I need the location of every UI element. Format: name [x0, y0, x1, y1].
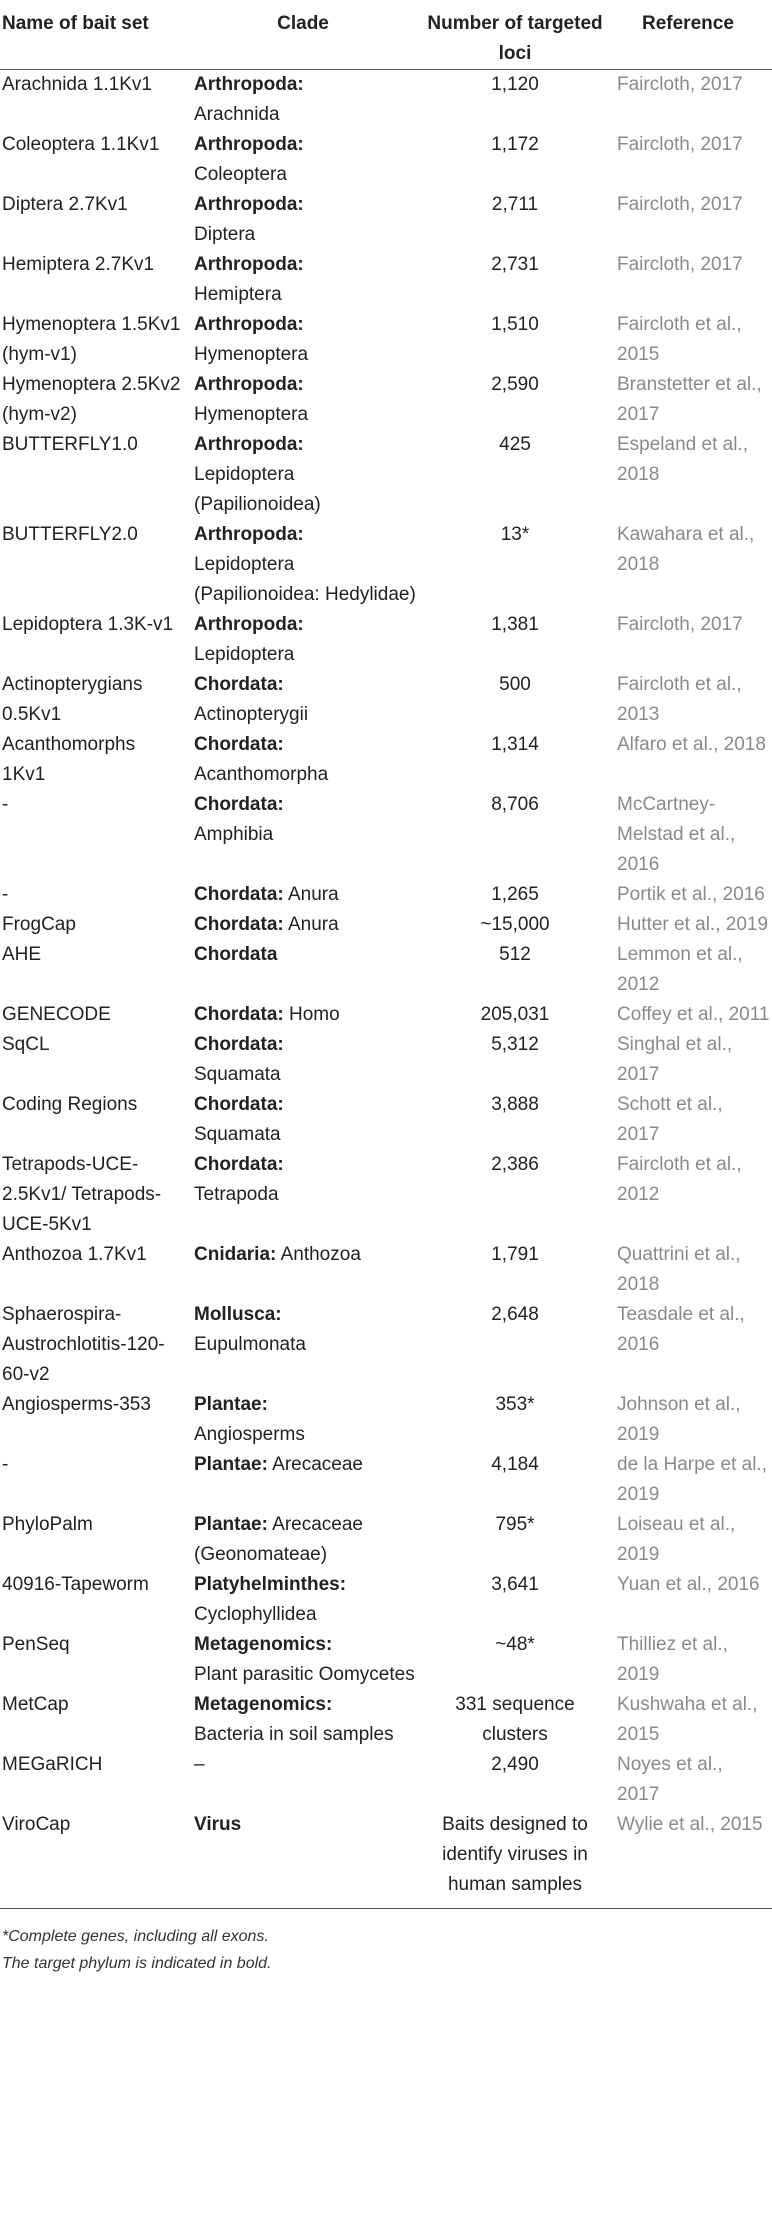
table-row [0, 1750, 772, 1810]
clade-phylum: Virus [194, 1814, 242, 1835]
clade-taxon: Bacteria in soil samples [194, 1724, 394, 1745]
targeted-loci-count: 331 sequence clusters [455, 1694, 575, 1745]
table-row [0, 790, 772, 880]
targeted-loci-count: 1,265 [491, 884, 539, 905]
bait-set-name: ViroCap [2, 1814, 71, 1835]
header-number-of-targeted-loci: Number of targeted loci [420, 0, 610, 70]
clade-phylum: Plantae: [194, 1394, 268, 1415]
targeted-loci-count: 1,791 [491, 1244, 539, 1265]
table-row [0, 730, 772, 790]
reference-citation: Faircloth, 2017 [617, 74, 743, 95]
reference-citation: Wylie et al., 2015 [617, 1814, 763, 1835]
clade-phylum: Cnidaria: [194, 1244, 277, 1265]
header-name-of-bait-set: Name of bait set [0, 0, 186, 70]
clade-taxon: Tetrapoda [194, 1184, 279, 1205]
clade-cell [186, 430, 420, 520]
table-row [0, 880, 772, 910]
clade-cell [186, 1690, 420, 1750]
reference-citation: Faircloth, 2017 [617, 614, 743, 635]
bait-set-name: - [2, 794, 9, 815]
clade-cell [186, 1000, 420, 1030]
reference-citation: Teasdale et al., 2016 [617, 1304, 745, 1355]
clade-taxon: Lepidoptera (Papilionoidea) [194, 464, 321, 515]
targeted-loci-count: 8,706 [491, 794, 539, 815]
table-row [0, 370, 772, 430]
clade-phylum: Chordata: [194, 1034, 284, 1055]
reference-citation: Johnson et al., 2019 [617, 1394, 741, 1445]
table-row [0, 520, 772, 610]
clade-cell [186, 610, 420, 670]
bait-set-name: MetCap [2, 1694, 69, 1715]
clade-phylum: Chordata: [194, 914, 284, 935]
bait-set-name: AHE [2, 944, 42, 965]
reference-citation: Alfaro et al., 2018 [617, 734, 766, 755]
targeted-loci-count: 1,172 [491, 134, 539, 155]
bait-set-name: Lepidoptera 1.3K-v1 [2, 614, 174, 635]
clade-phylum: Metagenomics: [194, 1694, 333, 1715]
reference-citation: Singhal et al., 2017 [617, 1034, 733, 1085]
clade-cell [186, 910, 420, 940]
clade-taxon: Hymenoptera [194, 344, 309, 365]
clade-cell [186, 1300, 420, 1390]
targeted-loci-count: 425 [499, 434, 531, 455]
reference-citation: Faircloth et al., 2012 [617, 1154, 742, 1205]
reference-citation: Faircloth, 2017 [617, 194, 743, 215]
targeted-loci-count: 1,510 [491, 314, 539, 335]
clade-taxon: Hemiptera [194, 284, 282, 305]
header-reference: Reference [610, 0, 772, 70]
targeted-loci-count: 13* [500, 524, 530, 545]
clade-taxon: Eupulmonata [194, 1334, 306, 1355]
bait-set-name: - [2, 1454, 9, 1475]
targeted-loci-count: 1,120 [491, 74, 539, 95]
bait-set-name: Angiosperms-353 [2, 1394, 151, 1415]
clade-phylum: Arthropoda: [194, 134, 304, 155]
clade-cell [186, 1390, 420, 1450]
clade-phylum: Arthropoda: [194, 434, 304, 455]
bait-set-name: PhyloPalm [2, 1514, 93, 1535]
table-row [0, 1300, 772, 1390]
clade-phylum: Arthropoda: [194, 614, 304, 635]
table-row [0, 430, 772, 520]
clade-taxon: Homo [289, 1004, 340, 1025]
bait-set-name: SqCL [2, 1034, 50, 1055]
clade-phylum: Arthropoda: [194, 254, 304, 275]
table-row [0, 1000, 772, 1030]
targeted-loci-count: 1,314 [491, 734, 539, 755]
clade-cell [186, 1510, 420, 1570]
targeted-loci-count: 3,641 [491, 1574, 539, 1595]
reference-citation: de la Harpe et al., 2019 [617, 1454, 767, 1505]
reference-citation: Quattrini et al., 2018 [617, 1244, 741, 1295]
clade-phylum: – [194, 1754, 205, 1775]
bait-set-name: MEGaRICH [2, 1754, 103, 1775]
bait-set-name: FrogCap [2, 914, 76, 935]
clade-cell [186, 730, 420, 790]
reference-citation: Yuan et al., 2016 [617, 1574, 760, 1595]
bait-set-name: BUTTERFLY1.0 [2, 434, 138, 455]
clade-taxon: Actinopterygii [194, 704, 309, 725]
table-body [0, 70, 772, 1909]
table-row [0, 1030, 772, 1090]
reference-citation: Faircloth et al., 2015 [617, 314, 742, 365]
clade-taxon: Angiosperms [194, 1424, 305, 1445]
targeted-loci-count: 512 [499, 944, 531, 965]
targeted-loci-count: 2,731 [491, 254, 539, 275]
table-row [0, 1390, 772, 1450]
clade-cell [186, 190, 420, 250]
bait-set-name: Diptera 2.7Kv1 [2, 194, 128, 215]
clade-taxon: Hymenoptera [194, 404, 309, 425]
reference-citation: McCartney-Melstad et al., 2016 [617, 794, 736, 875]
clade-taxon: Arecaceae (Geonomateae) [194, 1514, 363, 1565]
bait-set-name: Arachnida 1.1Kv1 [2, 74, 152, 95]
table-row [0, 190, 772, 250]
reference-citation: Faircloth, 2017 [617, 254, 743, 275]
clade-phylum: Chordata: [194, 734, 284, 755]
clade-cell [186, 1810, 420, 1908]
bait-set-name: Acanthomorphs 1Kv1 [2, 734, 136, 785]
targeted-loci-count: 1,381 [491, 614, 539, 635]
targeted-loci-count: 2,386 [491, 1154, 539, 1175]
table-row [0, 1090, 772, 1150]
clade-taxon: Coleoptera [194, 164, 287, 185]
reference-citation: Branstetter et al., 2017 [617, 374, 762, 425]
table-row [0, 670, 772, 730]
clade-phylum: Arthropoda: [194, 74, 304, 95]
clade-taxon: Lepidoptera (Papilionoidea: Hedylidae) [194, 554, 416, 605]
reference-citation: Loiseau et al., 2019 [617, 1514, 736, 1565]
targeted-loci-count: 205,031 [480, 1004, 550, 1025]
clade-phylum: Arthropoda: [194, 314, 304, 335]
bait-set-name: Coding Regions [2, 1094, 138, 1115]
table-row [0, 940, 772, 1000]
reference-citation: Espeland et al., 2018 [617, 434, 748, 485]
reference-citation: Kawahara et al., 2018 [617, 524, 755, 575]
targeted-loci-count: ~48* [495, 1634, 535, 1655]
table-row [0, 1570, 772, 1630]
clade-taxon: Squamata [194, 1124, 281, 1145]
targeted-loci-count: 500 [499, 674, 531, 695]
table-row [0, 250, 772, 310]
clade-cell [186, 1750, 420, 1810]
clade-taxon: Anthozoa [280, 1244, 361, 1265]
clade-cell [186, 880, 420, 910]
clade-taxon: Acanthomorpha [194, 764, 329, 785]
clade-taxon: Arachnida [194, 104, 280, 125]
bait-set-name: PenSeq [2, 1634, 70, 1655]
clade-phylum: Chordata: [194, 794, 284, 815]
table-row [0, 1690, 772, 1750]
table-header-row [0, 0, 772, 70]
clade-cell [186, 1150, 420, 1240]
bait-set-name: Coleoptera 1.1Kv1 [2, 134, 160, 155]
clade-cell [186, 70, 420, 131]
clade-phylum: Chordata: [194, 884, 284, 905]
clade-cell [186, 670, 420, 730]
bait-set-name: Hymenoptera 2.5Kv2 (hym-v2) [2, 374, 181, 425]
reference-citation: Hutter et al., 2019 [617, 914, 769, 935]
bait-set-name: Anthozoa 1.7Kv1 [2, 1244, 147, 1265]
bait-set-name: Tetrapods-UCE-2.5Kv1/ Tetrapods-UCE-5Kv1 [2, 1154, 162, 1235]
table-row [0, 1630, 772, 1690]
table-row [0, 1810, 772, 1908]
reference-citation: Lemmon et al., 2012 [617, 944, 743, 995]
reference-citation: Faircloth, 2017 [617, 134, 743, 155]
bait-set-name: Hymenoptera 1.5Kv1 (hym-v1) [2, 314, 181, 365]
clade-phylum: Plantae: [194, 1454, 268, 1475]
table-row [0, 910, 772, 940]
header-clade: Clade [186, 0, 420, 70]
bait-set-name: - [2, 884, 9, 905]
table-footnotes [0, 1909, 772, 1977]
clade-cell [186, 1240, 420, 1300]
clade-cell [186, 940, 420, 1000]
clade-taxon: Arecaceae [272, 1454, 363, 1475]
footnote-bold-phylum: The target phylum is indicated in bold. [2, 1955, 272, 1972]
clade-taxon: Cyclophyllidea [194, 1604, 317, 1625]
targeted-loci-count: 795* [495, 1514, 535, 1535]
clade-phylum: Metagenomics: [194, 1634, 333, 1655]
table-row [0, 610, 772, 670]
clade-cell [186, 370, 420, 430]
targeted-loci-count: 2,590 [491, 374, 539, 395]
clade-cell [186, 130, 420, 190]
targeted-loci-count: 3,888 [491, 1094, 539, 1115]
bait-set-name: GENECODE [2, 1004, 111, 1025]
clade-phylum: Chordata [194, 944, 278, 965]
targeted-loci-count: ~15,000 [480, 914, 550, 935]
clade-cell [186, 1090, 420, 1150]
reference-citation: Portik et al., 2016 [617, 884, 765, 905]
table-row [0, 1510, 772, 1570]
footnote-complete-genes: *Complete genes, including all exons. [2, 1928, 269, 1945]
clade-cell [186, 250, 420, 310]
reference-citation: Faircloth et al., 2013 [617, 674, 742, 725]
clade-phylum: Chordata: [194, 1154, 284, 1175]
clade-phylum: Chordata: [194, 1094, 284, 1115]
clade-taxon: Anura [287, 914, 339, 935]
clade-phylum: Plantae: [194, 1514, 268, 1535]
clade-taxon: Plant parasitic Oomycetes [194, 1664, 415, 1685]
table-row [0, 310, 772, 370]
bait-set-name: BUTTERFLY2.0 [2, 524, 138, 545]
table-row [0, 70, 772, 131]
clade-cell [186, 790, 420, 880]
clade-cell [186, 1630, 420, 1690]
targeted-loci-count: Baits designed to identify viruses in human samples [442, 1814, 588, 1895]
targeted-loci-count: 353* [495, 1394, 535, 1415]
reference-citation: Schott et al., 2017 [617, 1094, 723, 1145]
clade-cell [186, 520, 420, 610]
bait-set-name: Actinopterygians 0.5Kv1 [2, 674, 143, 725]
table-row [0, 1150, 772, 1240]
clade-phylum: Arthropoda: [194, 524, 304, 545]
clade-taxon: Lepidoptera [194, 644, 295, 665]
clade-taxon: Squamata [194, 1064, 281, 1085]
clade-phylum: Mollusca: [194, 1304, 282, 1325]
targeted-loci-count: 2,648 [491, 1304, 539, 1325]
bait-set-name: Hemiptera 2.7Kv1 [2, 254, 155, 275]
clade-cell [186, 1030, 420, 1090]
clade-phylum: Arthropoda: [194, 194, 304, 215]
clade-phylum: Chordata: [194, 674, 284, 695]
clade-taxon: Anura [287, 884, 339, 905]
clade-taxon: Amphibia [194, 824, 274, 845]
clade-cell [186, 1450, 420, 1510]
reference-citation: Kushwaha et al., 2015 [617, 1694, 758, 1745]
reference-citation: Noyes et al., 2017 [617, 1754, 723, 1805]
targeted-loci-count: 2,490 [491, 1754, 539, 1775]
clade-taxon: Diptera [194, 224, 256, 245]
targeted-loci-count: 2,711 [491, 194, 539, 215]
reference-citation: Thilliez et al., 2019 [617, 1634, 728, 1685]
targeted-loci-count: 4,184 [491, 1454, 539, 1475]
clade-phylum: Chordata: [194, 1004, 284, 1025]
targeted-loci-count: 5,312 [491, 1034, 539, 1055]
table-row [0, 1450, 772, 1510]
clade-cell [186, 1570, 420, 1630]
reference-citation: Coffey et al., 2011 [617, 1004, 770, 1025]
clade-phylum: Arthropoda: [194, 374, 304, 395]
bait-set-name: Sphaerospira-Austrochlotitis-120-60-v2 [2, 1304, 165, 1385]
clade-phylum: Platyhelminthes: [194, 1574, 347, 1595]
table-row [0, 130, 772, 190]
bait-set-name: 40916-Tapeworm [2, 1574, 149, 1595]
table-row [0, 1240, 772, 1300]
clade-cell [186, 310, 420, 370]
